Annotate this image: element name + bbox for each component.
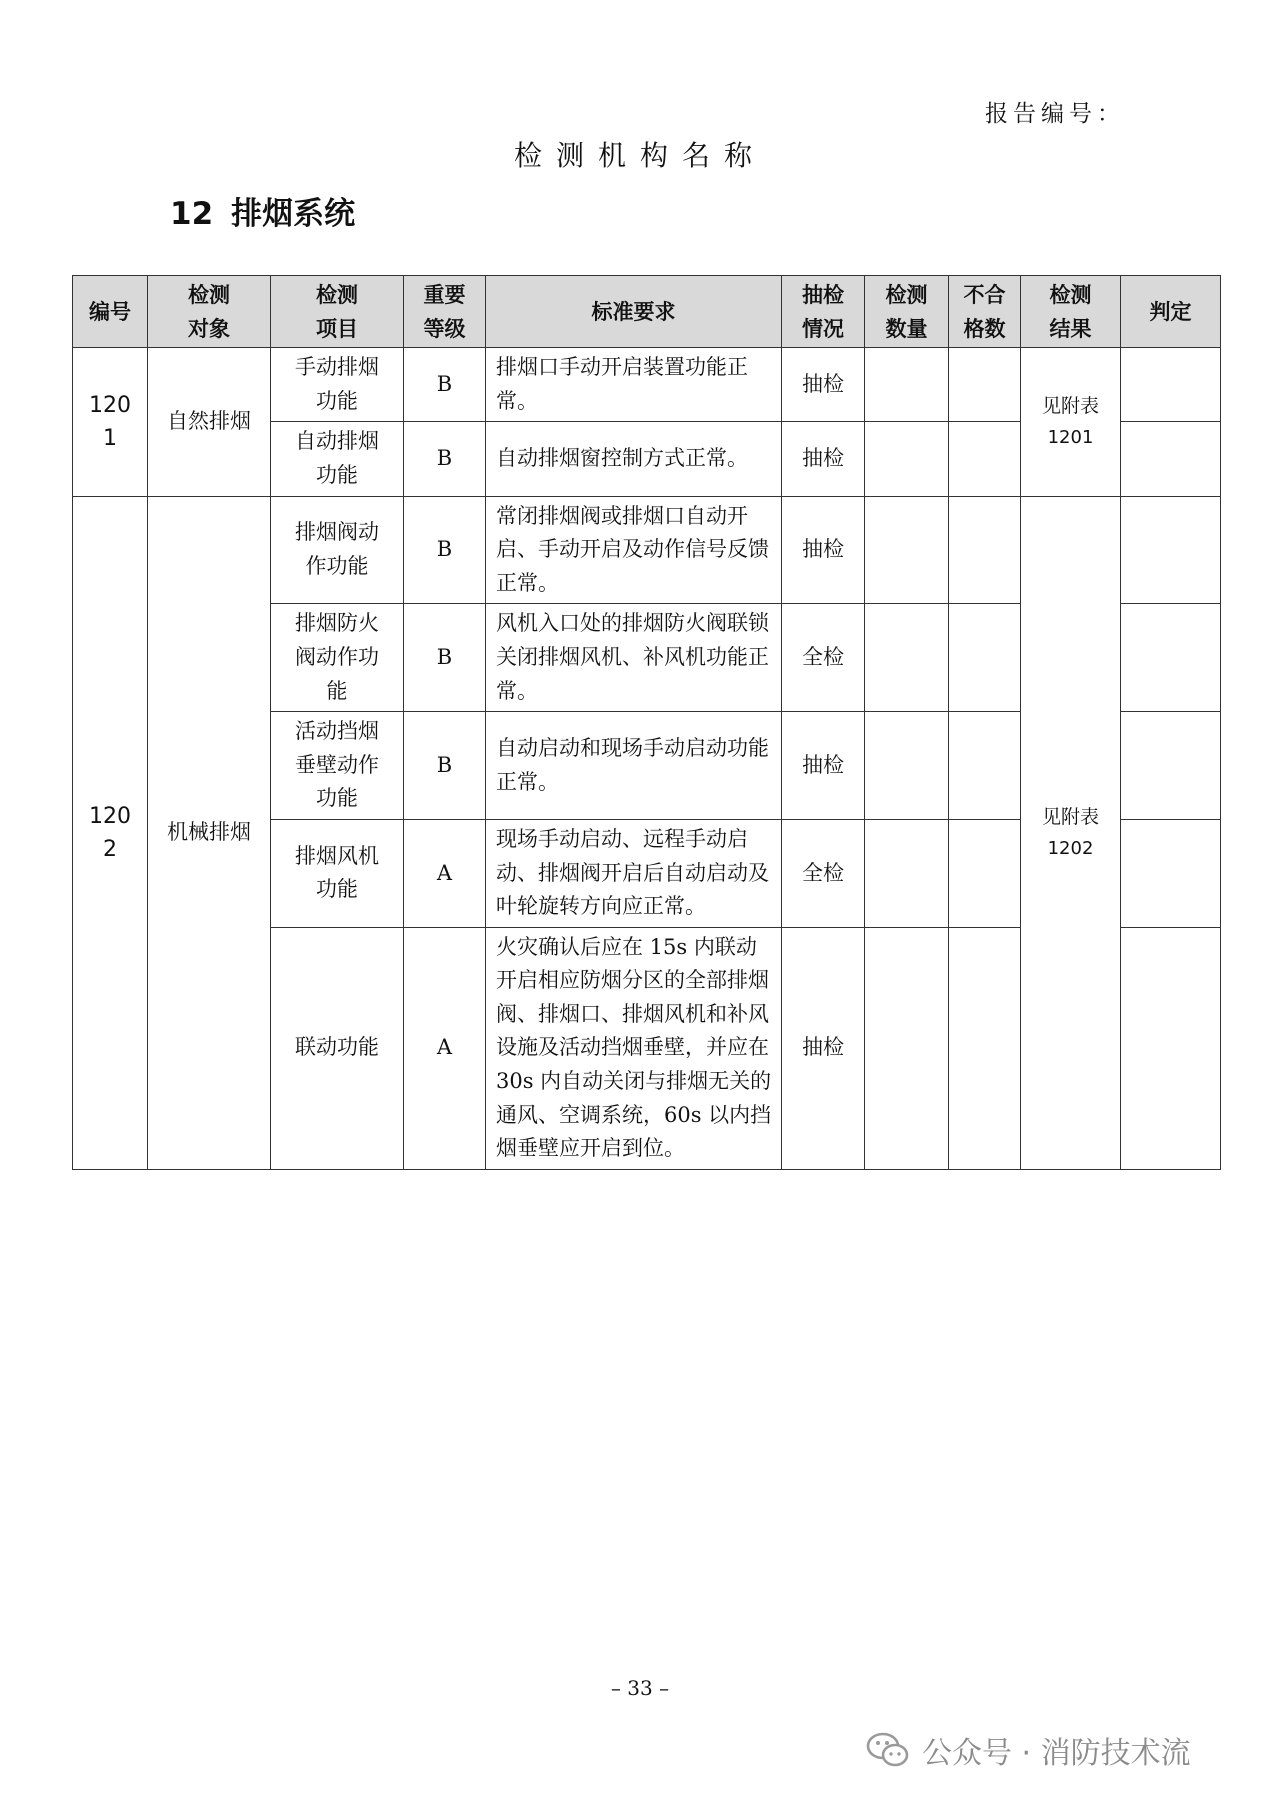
nonconforming-count-cell — [949, 496, 1021, 604]
nonconforming-count-cell — [949, 604, 1021, 712]
importance-grade: B — [404, 348, 486, 422]
inspection-quantity-cell — [865, 496, 949, 604]
section-number: 12 — [170, 196, 214, 232]
inspection-item: 联动功能 — [271, 927, 404, 1169]
inspection-quantity-cell — [865, 927, 949, 1169]
inspection-item: 手动排烟 功能 — [271, 348, 404, 422]
table-header-row — [73, 276, 1221, 348]
inspection-quantity-cell — [865, 348, 949, 422]
column-header: 抽检 情况 — [782, 276, 865, 348]
column-header: 检测 结果 — [1021, 276, 1121, 348]
judgment-cell — [1121, 819, 1221, 927]
inspection-result — [1021, 496, 1121, 1169]
judgment-cell — [1121, 927, 1221, 1169]
inspection-item: 活动挡烟 垂壁动作 功能 — [271, 712, 404, 820]
inspection-quantity-cell — [865, 604, 949, 712]
result-code: 1202 — [1047, 837, 1094, 859]
section-title: 排烟系统 — [231, 196, 356, 232]
judgment-cell — [1121, 496, 1221, 604]
sampling-status: 全检 — [782, 819, 865, 927]
column-header: 编号 — [73, 276, 148, 348]
sampling-status: 抽检 — [782, 348, 865, 422]
inspection-item: 排烟防火 阀动作功 能 — [271, 604, 404, 712]
column-header: 判定 — [1121, 276, 1221, 348]
nonconforming-count-cell — [949, 819, 1021, 927]
inspection-item: 自动排烟 功能 — [271, 422, 404, 496]
group-id: 120 2 — [73, 496, 148, 1169]
page-number: – 33 – — [610, 1676, 670, 1700]
inspection-table — [72, 275, 1221, 1170]
result-label: 见附表 — [1041, 395, 1099, 418]
column-header: 检测 对象 — [148, 276, 271, 348]
standard-requirement: 风机入口处的排烟防火阀联锁关闭排烟风机、补风机功能正常。 — [486, 604, 782, 712]
inspection-item: 排烟风机 功能 — [271, 819, 404, 927]
watermark — [866, 1728, 1191, 1772]
inspection-object: 机械排烟 — [148, 496, 271, 1169]
judgment-cell — [1121, 422, 1221, 496]
inspection-item: 排烟阀动 作功能 — [271, 496, 404, 604]
table-row — [73, 496, 1221, 604]
table-body — [73, 348, 1221, 1170]
nonconforming-count-cell — [949, 712, 1021, 820]
importance-grade: B — [404, 496, 486, 604]
standard-requirement: 自动排烟窗控制方式正常。 — [486, 422, 782, 496]
importance-grade: A — [404, 819, 486, 927]
judgment-cell — [1121, 604, 1221, 712]
judgment-cell — [1121, 348, 1221, 422]
standard-requirement: 火灾确认后应在 15s 内联动开启相应防烟分区的全部排烟阀、排烟口、排烟风机和补风设施及活动挡烟垂壁，并应在 30s 内自动关闭与排烟无关的通风、空调系统，60s 以内挡烟垂壁应开启到位。 — [486, 927, 782, 1169]
watermark-text: 公众号 · 消防技术流 — [922, 1736, 1191, 1771]
nonconforming-count-cell — [949, 422, 1021, 496]
group-id: 120 1 — [73, 348, 148, 496]
result-label: 见附表 — [1041, 806, 1099, 829]
judgment-cell — [1121, 712, 1221, 820]
nonconforming-count-cell — [949, 348, 1021, 422]
sampling-status: 抽检 — [782, 496, 865, 604]
inspection-quantity-cell — [865, 422, 949, 496]
inspection-object: 自然排烟 — [148, 348, 271, 496]
sampling-status: 抽检 — [782, 927, 865, 1169]
importance-grade: A — [404, 927, 486, 1169]
wechat-icon — [866, 1731, 910, 1769]
nonconforming-count-cell — [949, 927, 1021, 1169]
section-heading — [170, 188, 355, 233]
importance-grade: B — [404, 422, 486, 496]
importance-grade: B — [404, 604, 486, 712]
column-header: 检测 项目 — [271, 276, 404, 348]
agency-name: 检测机构名称 — [513, 139, 766, 172]
column-header: 标准要求 — [486, 276, 782, 348]
standard-requirement: 常闭排烟阀或排烟口自动开启、手动开启及动作信号反馈正常。 — [486, 496, 782, 604]
inspection-quantity-cell — [865, 819, 949, 927]
importance-grade: B — [404, 712, 486, 820]
column-header: 不合 格数 — [949, 276, 1021, 348]
column-header: 检测 数量 — [865, 276, 949, 348]
column-header: 重要 等级 — [404, 276, 486, 348]
sampling-status: 抽检 — [782, 422, 865, 496]
inspection-quantity-cell — [865, 712, 949, 820]
result-code: 1201 — [1047, 426, 1094, 448]
standard-requirement: 自动启动和现场手动启动功能正常。 — [486, 712, 782, 820]
report-number-label: 报告编号： — [985, 101, 1125, 127]
standard-requirement: 现场手动启动、远程手动启动、排烟阀开启后自动启动及叶轮旋转方向应正常。 — [486, 819, 782, 927]
standard-requirement: 排烟口手动开启装置功能正常。 — [486, 348, 782, 422]
table-row — [73, 348, 1221, 422]
sampling-status: 全检 — [782, 604, 865, 712]
inspection-result — [1021, 348, 1121, 496]
sampling-status: 抽检 — [782, 712, 865, 820]
